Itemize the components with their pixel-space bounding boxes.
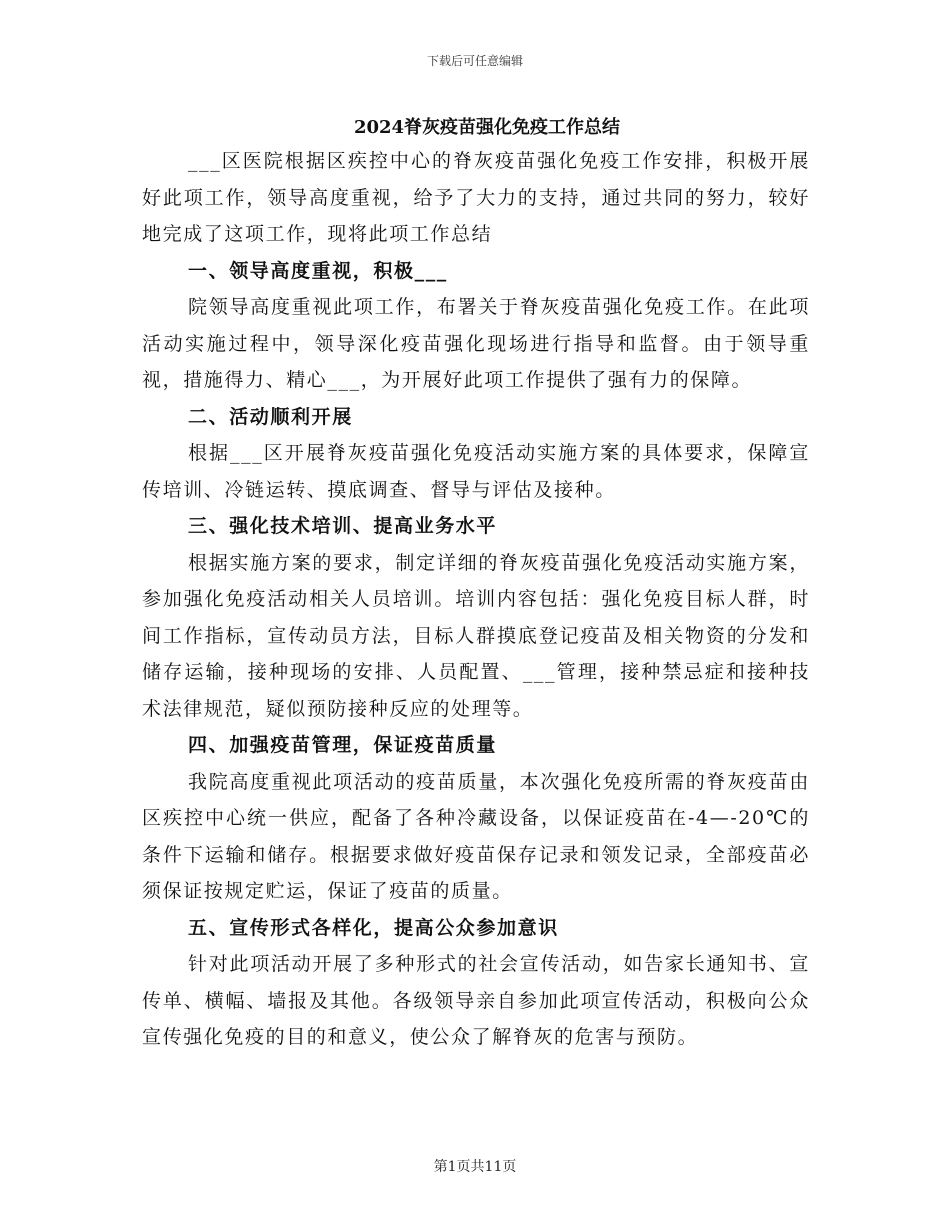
section-heading-4: 四、加强疫苗管理，保证疫苗质量 xyxy=(188,734,498,756)
intro-paragraph: ___区医院根据区疾控中心的脊灰疫苗强化免疫工作安排，积极开展好此项工作，领导高度重视，给予了大力的支持，通过共同的努力，较好地完成了这项工作，现将此项工作总结 xyxy=(142,150,810,245)
section-heading-1: 一、领导高度重视，积极___ xyxy=(188,259,448,282)
section-paragraph-5: 针对此项活动开展了多种形式的社会宣传活动，如告家长通知书、宣传单、横幅、墙报及其他。各级领导亲自参加此项宣传活动，积极向公众宣传强化免疫的目的和意义，使公众了解脊灰的危害与预防。 xyxy=(142,953,810,1048)
page-header: 下载后可任意编辑 xyxy=(426,54,523,68)
section-heading-2: 二、活动顺利开展 xyxy=(188,405,353,428)
page-footer: 第1页共11页 xyxy=(433,1159,517,1175)
section-paragraph-2: 根据___区开展脊灰疫苗强化免疫活动实施方案的具体要求，保障宣传培训、冷链运转、摸底调查、督导与评估及接种。 xyxy=(142,442,810,501)
section-heading-5: 五、宣传形式各样化，提高公众参加意识 xyxy=(188,916,559,939)
section-paragraph-3: 根据实施方案的要求，制定详细的脊灰疫苗强化免疫活动实施方案，参加强化免疫活动相关人员培训。培训内容包括：强化免疫目标人群，时间工作指标，宣传动员方法，目标人群摸底登记疫苗及相关物资的分发和储存运输，接种现场的安排、人员配置、___管理，接种禁忌症和接种技术法律规范，疑似预防接种反应的处理等。 xyxy=(142,551,810,720)
document-body xyxy=(142,113,810,1056)
section-heading-3: 三、强化技术培训、提高业务水平 xyxy=(188,515,498,537)
section-paragraph-1: 院领导高度重视此项工作，布署关于脊灰疫苗强化免疫工作。在此项活动实施过程中，领导深化疫苗强化现场进行指导和监督。由于领导重视，措施得力、精心___，为开展好此项工作提供了强有力的保障。 xyxy=(142,296,810,391)
document-title: 2024脊灰疫苗强化免疫工作总结 xyxy=(353,117,621,138)
section-paragraph-4: 我院高度重视此项活动的疫苗质量，本次强化免疫所需的脊灰疫苗由区疾控中心统一供应，配备了各种冷藏设备，以保证疫苗在-4—-20℃的条件下运输和储存。根据要求做好疫苗保存记录和领发记录，全部疫苗必须保证按规定贮运，保证了疫苗的质量。 xyxy=(142,770,810,902)
